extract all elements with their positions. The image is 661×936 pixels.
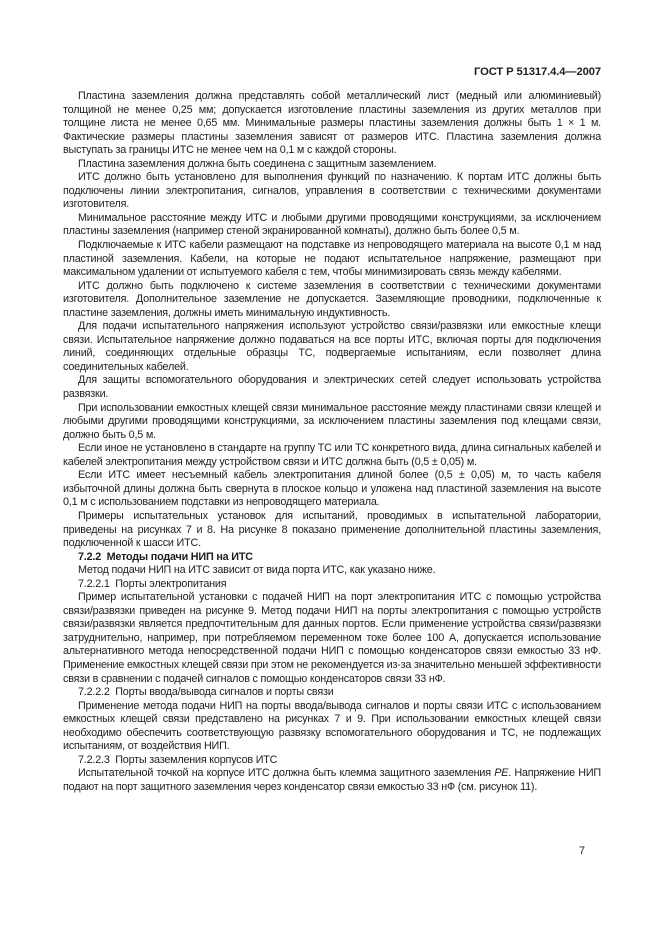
paragraph: Минимальное расстояние между ИТС и любыми другими проводящими конструкциями, за исключением пластины заземления (например стеной экранированной комнаты), должно быть более 0,5 м. [63,211,601,238]
paragraph: Применение метода подачи НИП на порты ввода/вывода сигналов и порты связи ИТС с использованием емкостных клещей связи представлено на рисунках 7 и 9. При использовании емкостных клещей связи необходимо обеспечить соответствующую развязку вспомогательного оборудования и ТС, не подлежащих испытаниям, от воздействия НИП. [63,699,601,753]
paragraph: ИТС должно быть подключено к системе заземления в соответствии с техническими документами изготовителя. Дополнительное заземление не допускается. Заземляющие проводники, подключенные к пластине заземления, должны иметь минимальную индуктивность. [63,279,601,319]
paragraph: Для подачи испытательного напряжения используют устройство связи/развязки или емкостные клещи связи. Испытательное напряжение должно подаваться на все порты ИТС, включая порты для подключения линий, соединяющих отдельные образцы ТС, подвергаемые испытаниям, если позволяет длина соединительных кабелей. [63,320,601,373]
paragraph: Для защиты вспомогательного оборудования и электрических сетей следует использовать устройства развязки. [63,374,601,401]
paragraph: Если ИТС имеет несъемный кабель электропитания длиной более (0,5 ± 0,05) м, то часть кабеля избыточной длины должна быть свернута в плоское кольцо и уложена над пластиной заземления на высоте 0,1 м с использованием подставки из непроводящего материала. [63,469,601,509]
paragraph-text: Испытательной точкой на корпусе ИТС должна быть клемма защитного заземления [78,767,495,780]
paragraph: Примеры испытательных установок для испытаний, проводимых в испытательной лаборатории, приведены на рисунках 7 и 8. На рисунке 8 показано применение дополнительной пластины заземления, подключенной к шасси ИТС. [63,509,601,550]
paragraph: Подключаемые к ИТС кабели размещают на подставке из непроводящего материала на высоте 0,1 м над пластиной заземления. Кабели, на которые не подают испытательное напряжение, размещают при максимальном удалении от испытуемого кабеля с тем, чтобы минимизировать связь между кабелями. [63,239,601,279]
running-header: ГОСТ Р 51317.4.4—2007 [474,66,601,78]
paragraph: Если иное не установлено в стандарте на группу ТС или ТС конкретного вида, длина сигнальных кабелей и кабелей электропитания между устройством связи и ИТС должна быть (0,5 ± 0,05) м. [63,442,601,468]
paragraph: Пример испытательной установки с подачей НИП на порт электропитания ИТС с помощью устройства связи/развязки приведен на рисунке 9. Метод подачи НИП на порты электропитания с помощью устройств связи/развязки является предпочтительным для данных портов. Если применение устройства связи/развязки затруднительно, например, при потребляемом переменном токе более 100 А, допускается использование альтернативного метода непосредственной подачи НИП с помощью конденсаторов связи емкостью 33 нФ. Применение емкостных клещей связи при этом не рекомендуется из-за значительно меньшей эффективности связи в сравнении с подачей сигналов с помощью конденсаторов связи 33 нФ. [63,591,601,685]
paragraph: Пластина заземления должна представлять собой металлический лист (медный или алюминиевый) толщиной не менее 0,25 мм; допускается изготовление пластины заземления из других металлов при толщине листа не менее 0,65 мм. Минимальные размеры пластины заземления должны быть 1 × 1 м. Фактические размеры пластины заземления зависят от размеров ИТС. Пластина заземления должна выступать за границы ИТС не менее чем на 0,1 м с каждой стороны. [63,90,601,157]
paragraph [63,767,601,794]
paragraph: Метод подачи НИП на ИТС зависит от вида порта ИТС, как указано ниже. [78,564,436,577]
section-heading-7-2-2: 7.2.2 Методы подачи НИП на ИТС [78,550,253,563]
paragraph: Пластина заземления должна быть соединена с защитным заземлением. [78,157,437,170]
subsection-heading-7-2-2-1: 7.2.2.1 Порты электропитания [78,577,227,590]
pe-terminal-label: PE [494,767,509,780]
paragraph: ИТС должно быть установлено для выполнения функций по назначению. К портам ИТС должны быть подключены линии электропитания, сигналов, управления в соответствии с техническими документами изготовителя. [63,171,601,211]
page-number: 7 [578,845,585,857]
paragraph: При использовании емкостных клещей связи минимальное расстояние между пластинами связи клещей и любыми другими проводящими конструкциями, за исключением пластины заземления под клещами связи, должно быть 0,5 м. [63,401,601,441]
subsection-heading-7-2-2-2: 7.2.2.2 Порты ввода/вывода сигналов и порты связи [78,686,334,699]
document-body [63,90,601,794]
paragraph-text: . Напряжение НИП подают на порт защитного заземления через конденсатор связи емкостью 33 нФ (см. рисунок 11). [63,767,601,793]
subsection-heading-7-2-2-3: 7.2.2.3 Порты заземления корпусов ИТС [78,753,278,766]
